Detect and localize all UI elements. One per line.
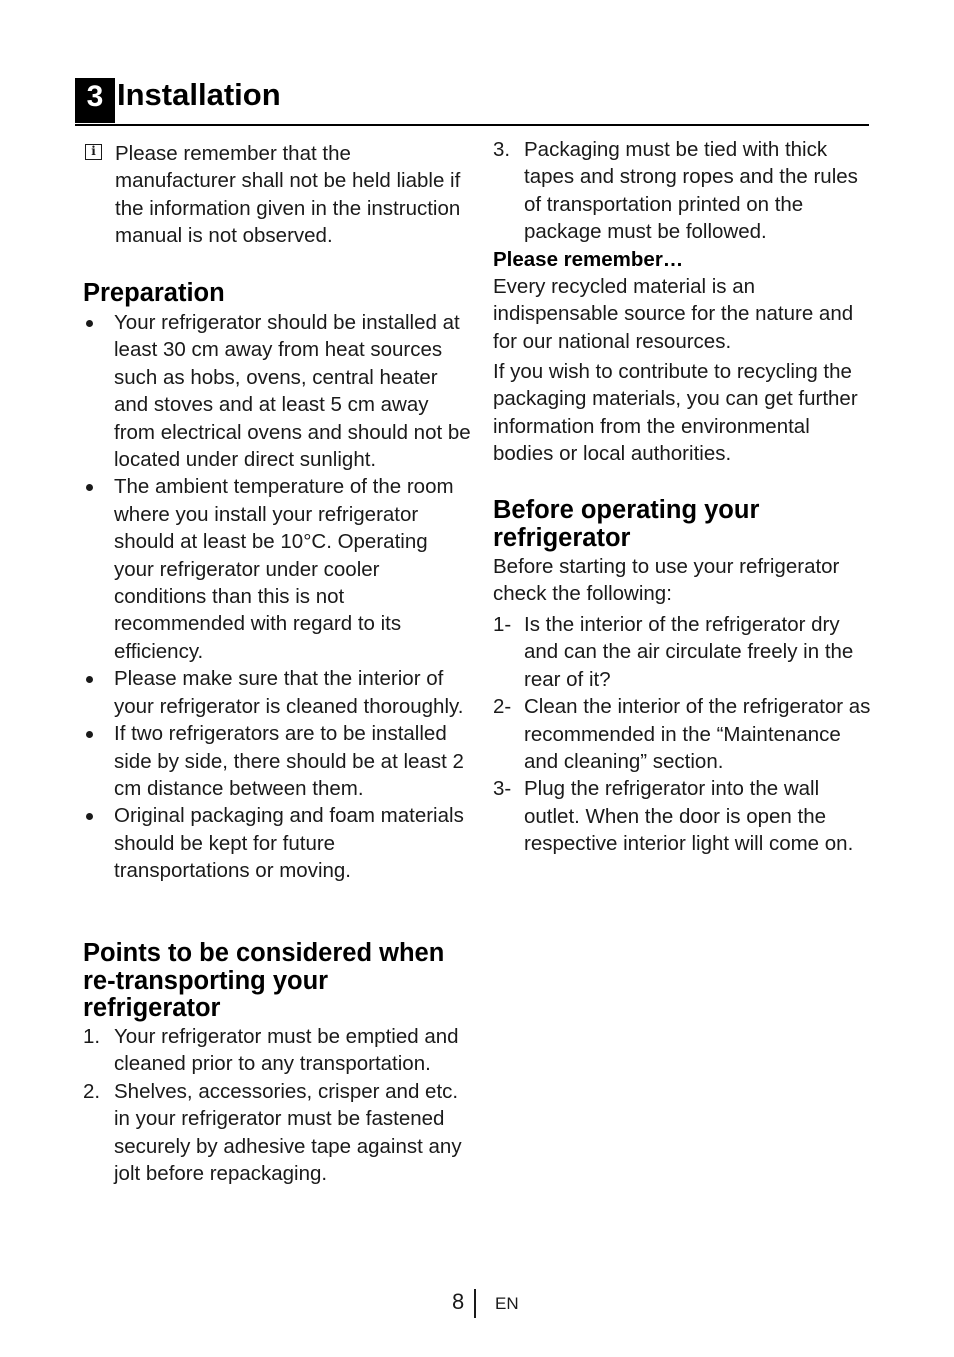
list-item-text: Your refrigerator must be emptied and cleaned prior to any transportation. bbox=[114, 1025, 459, 1076]
list-item bbox=[493, 775, 875, 857]
list-item-number: 3. bbox=[493, 138, 511, 161]
list-item bbox=[493, 611, 875, 693]
footer-divider bbox=[474, 1289, 476, 1318]
list-item-text: Original packaging and foam materials should be kept for future transportations or moving. bbox=[114, 804, 464, 883]
list-item-text: Your refrigerator should be installed at least 30 cm away from heat sources such as hobs, ovens, central heater and stoves and at least 5 cm away from electrical ovens and should not be located under direct sunlight. bbox=[114, 311, 471, 472]
chapter-header bbox=[75, 76, 869, 126]
list-item bbox=[493, 136, 873, 246]
list-item-text: Shelves, accessories, crisper and etc. in your refrigerator must be fastened securely by adhesive tape against any jolt before repackaging. bbox=[114, 1079, 462, 1186]
list-item bbox=[83, 1023, 471, 1078]
preparation-list bbox=[83, 309, 471, 885]
chapter-title: Installation bbox=[117, 77, 281, 112]
list-item-number: 2- bbox=[493, 695, 512, 719]
preparation-heading: Preparation bbox=[83, 279, 225, 307]
list-item-text: Packaging must be tied with thick tapes and strong ropes and the rules of transportation printed on the package must be followed. bbox=[524, 138, 858, 244]
page-number: 8 bbox=[452, 1289, 465, 1314]
before-operating-heading: Before operating your refrigerator bbox=[493, 496, 760, 552]
list-item-text: Please make sure that the interior of your refrigerator is cleaned thoroughly. bbox=[114, 667, 464, 718]
transport-heading: Points to be considered when re-transporting your refrigerator bbox=[83, 939, 445, 1022]
bullet-icon bbox=[86, 484, 93, 491]
list-item bbox=[83, 665, 471, 720]
before-operating-list bbox=[493, 611, 875, 858]
bullet-icon bbox=[86, 320, 93, 327]
list-item-text: Plug the refrigerator into the wall outlet. When the door is open the respective interior light will come on. bbox=[524, 777, 854, 856]
bullet-icon bbox=[86, 813, 93, 820]
note-text: Please remember that the manufacturer shall not be held liable if the information given in the instruction manual is not observed. bbox=[115, 142, 461, 248]
list-item-text: If two refrigerators are to be installed side by side, there should be at least 2 cm distance between them. bbox=[114, 722, 464, 800]
list-item-number: 1- bbox=[493, 613, 512, 636]
transport-list-right bbox=[493, 136, 873, 246]
remember-heading: Please remember… bbox=[493, 248, 684, 271]
list-item-number: 1. bbox=[83, 1025, 101, 1048]
list-item-text: Is the interior of the refrigerator dry and can the air circulate freely in the rear of it? bbox=[524, 613, 854, 691]
list-item-number: 3- bbox=[493, 777, 512, 801]
list-item bbox=[83, 309, 471, 473]
list-item-number: 2. bbox=[83, 1079, 101, 1103]
info-icon: i bbox=[85, 144, 102, 160]
remember-paragraph-1: Every recycled material is an indispensable source for the nature and for our national resources. bbox=[493, 275, 854, 353]
list-item bbox=[83, 1078, 471, 1188]
language-code: EN bbox=[495, 1294, 519, 1313]
list-item-text: The ambient temperature of the room where you install your refrigerator should at least be 10°C. Operating your refrigerator under cooler conditions than this is not recommended with regard to its efficiency. bbox=[114, 475, 454, 663]
list-item bbox=[83, 473, 471, 665]
chapter-number: 3 bbox=[75, 78, 115, 123]
page-footer bbox=[0, 1288, 954, 1318]
transport-list-left bbox=[83, 1023, 471, 1187]
bullet-icon bbox=[86, 731, 93, 738]
list-item bbox=[83, 720, 471, 802]
remember-paragraph-2: If you wish to contribute to recycling the packaging materials, you can get further information from the environmental bodies or local authorities. bbox=[493, 360, 858, 466]
bullet-icon bbox=[86, 676, 93, 683]
list-item bbox=[493, 693, 875, 775]
list-item-text: Clean the interior of the refrigerator as recommended in the “Maintenance and cleaning” section. bbox=[524, 695, 871, 774]
list-item bbox=[83, 802, 471, 884]
before-operating-intro: Before starting to use your refrigerator check the following: bbox=[493, 555, 840, 606]
